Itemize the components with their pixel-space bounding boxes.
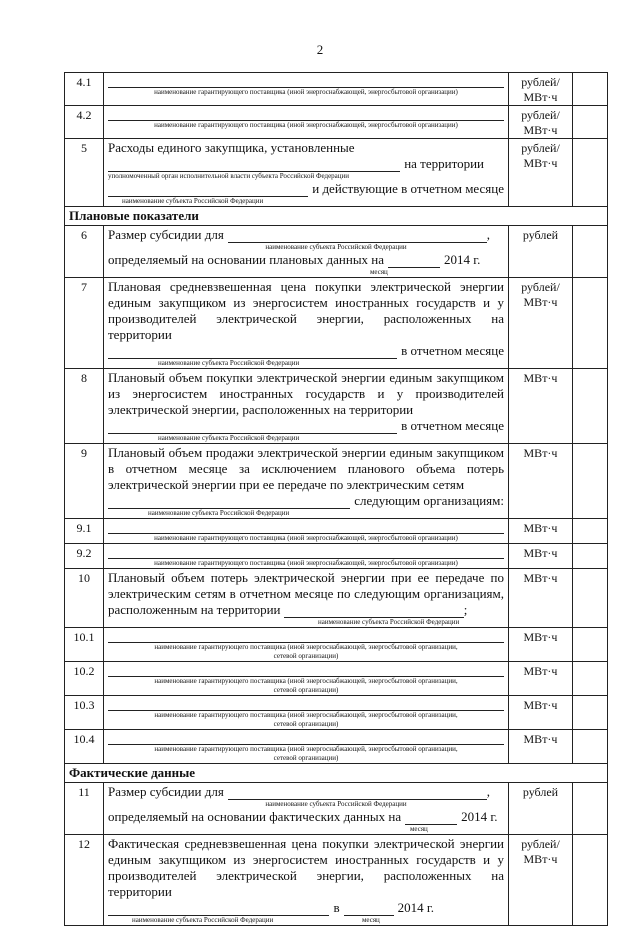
fill-line (108, 731, 504, 745)
value-cell (573, 73, 608, 106)
unit-cell: МВт·ч (509, 730, 573, 764)
row-text: в отчетном месяце (401, 343, 504, 358)
page-number: 2 (316, 42, 324, 57)
caption: наименование субъекта Российской Федерации (318, 618, 460, 626)
fill-line (228, 229, 487, 243)
unit-label: МВт·ч (523, 90, 558, 104)
caption: наименование гарантирующего поставщика (иной энергоснабжающей, энергосбытовой организации, (154, 711, 458, 719)
row-content (104, 544, 509, 569)
table-row (65, 544, 608, 569)
value-cell (573, 139, 608, 207)
row-number: 10.2 (65, 662, 104, 696)
table-row (65, 73, 608, 106)
fill-line (108, 545, 504, 559)
row-text: Размер субсидии для (108, 227, 224, 242)
row-content (104, 835, 509, 926)
table-row (65, 628, 608, 662)
row-number: 8 (65, 369, 104, 444)
unit-label: МВт·ч (523, 295, 558, 309)
row-content (104, 139, 509, 207)
row-number: 10.3 (65, 696, 104, 730)
unit-cell (509, 139, 573, 207)
row-content (104, 730, 509, 764)
value-cell (573, 730, 608, 764)
unit-cell: МВт·ч (509, 696, 573, 730)
row-text: определяемый на основании фактических данных на (108, 809, 402, 824)
value-cell (573, 106, 608, 139)
fill-line (108, 74, 504, 88)
fill-line (405, 812, 457, 825)
row-number: 7 (65, 278, 104, 369)
section-heading: Плановые показатели (65, 207, 608, 226)
value-cell (573, 519, 608, 544)
fill-line (108, 902, 329, 916)
row-content (104, 226, 509, 278)
row-text: Размер субсидии для (108, 784, 224, 799)
row-number: 5 (65, 139, 104, 207)
table-row (65, 444, 608, 519)
caption: наименование гарантирующего поставщика (иной энергоснабжающей, энергосбытовой организации, (154, 677, 458, 685)
table-row (65, 106, 608, 139)
row-content (104, 696, 509, 730)
fill-line (108, 629, 504, 643)
row-content (104, 73, 509, 106)
table-row (65, 696, 608, 730)
unit-cell: МВт·ч (509, 444, 573, 519)
row-number: 9 (65, 444, 104, 519)
section-heading: Фактические данные (65, 764, 608, 783)
caption: наименование гарантирующего поставщика (иной энергоснабжающей, энергосбытовой организации) (154, 88, 458, 96)
row-number: 11 (65, 783, 104, 835)
table-row (65, 278, 608, 369)
row-text: Плановый объем покупки электрической энергии единым закупщиком из энергосистем иностранных государств и у производителей электрической энергии, расположенных на территории (108, 370, 504, 417)
unit-cell: рублей (509, 783, 573, 835)
row-number: 10.4 (65, 730, 104, 764)
unit-label: МВт·ч (523, 852, 558, 866)
table-row (65, 519, 608, 544)
row-number: 6 (65, 226, 104, 278)
caption: месяц (362, 916, 380, 924)
row-text: 2014 г. (397, 900, 434, 915)
row-content (104, 569, 509, 628)
fill-line (108, 697, 504, 711)
value-cell (573, 569, 608, 628)
value-cell (573, 628, 608, 662)
caption: наименование субъекта Российской Федерации (265, 243, 407, 251)
caption: сетевой организации) (273, 686, 339, 694)
row-content (104, 106, 509, 139)
row-text: Расходы единого закупщика, установленные (108, 140, 355, 155)
table-row (65, 783, 608, 835)
unit-label: МВт·ч (523, 156, 558, 170)
unit-label: рублей/ (521, 141, 560, 155)
value-cell (573, 369, 608, 444)
row-content (104, 278, 509, 369)
row-text: Плановый объем продажи электрической энергии единым закупщиком в отчетном месяце за исключением планового объема потерь электрической энергии при ее передаче по электрическим сетям (108, 445, 504, 492)
unit-cell: МВт·ч (509, 544, 573, 569)
unit-label: МВт·ч (523, 123, 558, 137)
row-text: 2014 г. (461, 809, 498, 824)
table-row (65, 730, 608, 764)
fill-line (108, 663, 504, 677)
unit-cell (509, 106, 573, 139)
row-text: Плановая средневзвешенная цена покупки электрической энергии единым закупщиком из энергосистем иностранных государств и у производителей электрической энергии, расположенных на территории (108, 279, 504, 342)
caption: наименование гарантирующего поставщика (иной энергоснабжающей, энергосбытовой организации, (154, 643, 458, 651)
row-number: 4.1 (65, 73, 104, 106)
unit-label: рублей/ (521, 75, 560, 89)
unit-cell: МВт·ч (509, 569, 573, 628)
value-cell (573, 226, 608, 278)
row-content (104, 369, 509, 444)
caption: наименование субъекта Российской Федерации (132, 916, 274, 924)
caption: сетевой организации) (273, 720, 339, 728)
table-row (65, 207, 608, 226)
fill-line (108, 158, 400, 172)
caption: уполномоченный орган исполнительной власти субъекта Российской Федерации (108, 172, 350, 180)
fill-line (108, 495, 350, 509)
row-text: и действующие в отчетном месяце (312, 181, 504, 196)
row-content (104, 519, 509, 544)
fill-line (108, 107, 504, 121)
caption: наименование гарантирующего поставщика (иной энергоснабжающей, энергосбытовой организации) (154, 559, 458, 567)
row-text: , (486, 784, 490, 799)
unit-cell (509, 73, 573, 106)
fill-line (108, 345, 397, 359)
fill-line (284, 605, 464, 618)
caption: наименование гарантирующего поставщика (иной энергоснабжающей, энергосбытовой организации) (154, 121, 458, 129)
caption: наименование субъекта Российской Федерации (158, 434, 300, 442)
row-content (104, 628, 509, 662)
table-row (65, 662, 608, 696)
table-row (65, 835, 608, 926)
row-text: 2014 г. (444, 252, 481, 267)
row-text: Плановый объем потерь электрической энергии при ее передаче по электрическим сетям в отчетном месяце по следующим организациям, расположенным на территории (108, 570, 504, 617)
row-content (104, 444, 509, 519)
caption: наименование гарантирующего поставщика (иной энергоснабжающей, энергосбытовой организации, (154, 745, 458, 753)
value-cell (573, 278, 608, 369)
caption: наименование субъекта Российской Федерации (148, 509, 290, 517)
table-row (65, 226, 608, 278)
caption: месяц (370, 268, 388, 276)
fill-line (388, 255, 440, 268)
value-cell (573, 544, 608, 569)
table-row (65, 139, 608, 207)
row-text: на территории (404, 156, 484, 171)
unit-cell: МВт·ч (509, 519, 573, 544)
fill-line (108, 420, 397, 434)
unit-label: рублей/ (521, 837, 560, 851)
row-number: 4.2 (65, 106, 104, 139)
value-cell (573, 696, 608, 730)
row-content (104, 662, 509, 696)
caption: месяц (410, 825, 428, 833)
table-row (65, 369, 608, 444)
table-row (65, 764, 608, 783)
table-row (65, 569, 608, 628)
row-text: следующим организациям: (354, 493, 504, 508)
fill-line (108, 520, 504, 534)
caption: наименование субъекта Российской Федерации (265, 800, 407, 808)
value-cell (573, 783, 608, 835)
row-number: 10.1 (65, 628, 104, 662)
value-cell (573, 444, 608, 519)
value-cell (573, 835, 608, 926)
row-number: 10 (65, 569, 104, 628)
row-text: , (486, 227, 490, 242)
caption: сетевой организации) (273, 652, 339, 660)
unit-cell (509, 278, 573, 369)
row-text: определяемый на основании плановых данных на (108, 252, 385, 267)
value-cell (573, 662, 608, 696)
row-content (104, 783, 509, 835)
unit-cell: МВт·ч (509, 369, 573, 444)
fill-line (108, 183, 308, 197)
unit-cell (509, 835, 573, 926)
row-text: Фактическая средневзвешенная цена покупки электрической энергии единым закупщиком из энергосистем иностранных государств и у производителей электрической энергии, расположенных на территории (108, 836, 504, 899)
fill-line (228, 786, 487, 800)
unit-label: рублей/ (521, 280, 560, 294)
unit-cell: МВт·ч (509, 662, 573, 696)
unit-label: рублей/ (521, 108, 560, 122)
caption: сетевой организации) (273, 754, 339, 762)
row-text: в отчетном месяце (401, 418, 504, 433)
unit-cell: рублей (509, 226, 573, 278)
row-number: 9.2 (65, 544, 104, 569)
row-number: 12 (65, 835, 104, 926)
row-text: в (333, 900, 340, 915)
row-text: ; (463, 602, 468, 617)
row-number: 9.1 (65, 519, 104, 544)
unit-cell: МВт·ч (509, 628, 573, 662)
form-table (64, 72, 608, 926)
caption: наименование субъекта Российской Федерации (122, 197, 264, 205)
caption: наименование субъекта Российской Федерации (158, 359, 300, 367)
caption: наименование гарантирующего поставщика (иной энергоснабжающей, энергосбытовой организации) (154, 534, 458, 542)
